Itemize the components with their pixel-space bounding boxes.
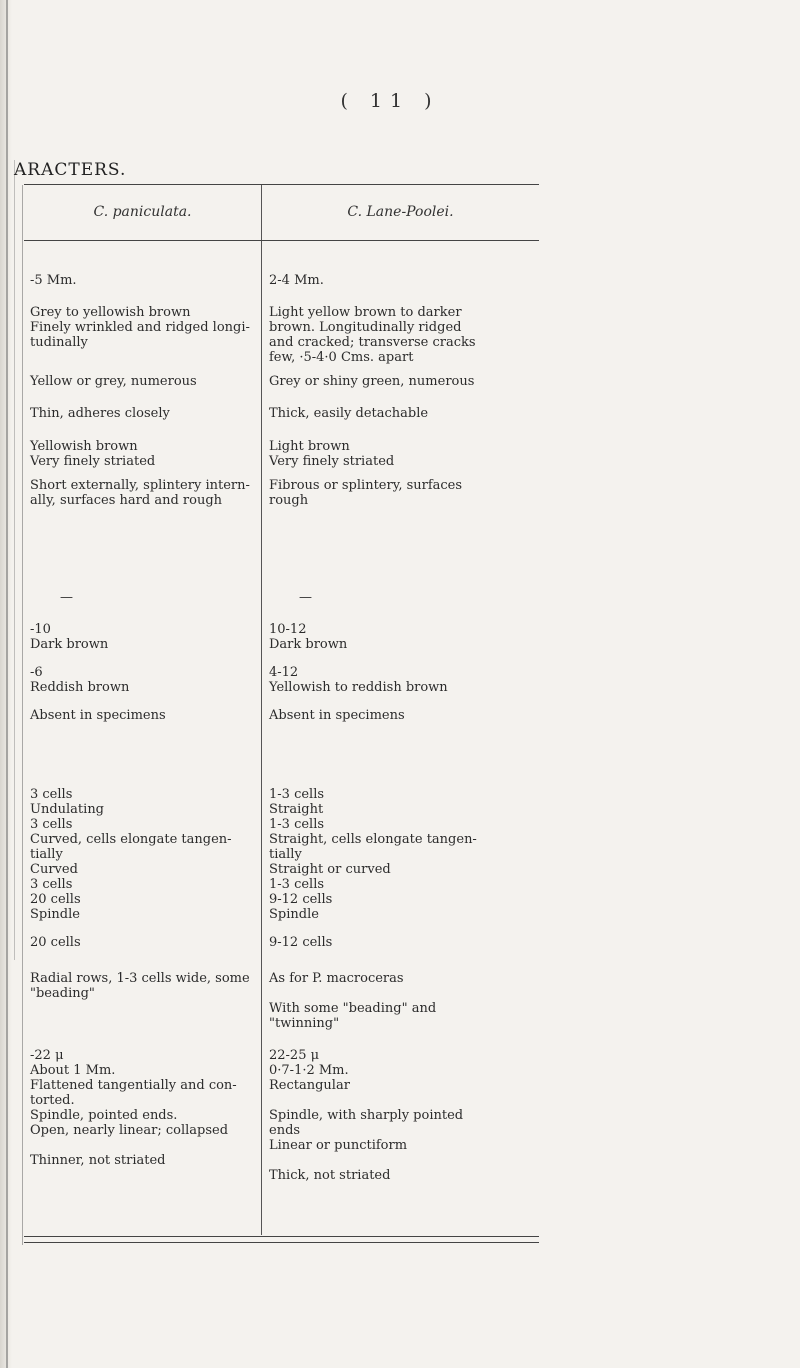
binding-line-inner (14, 160, 15, 960)
cell-left-radial-rows: Radial rows, 1-3 cells wide, some "beading" (30, 971, 250, 1001)
cell-right-fibres: 22-25 μ 0·7-1·2 Mm. Rectangular Spindle, with sharply pointed ends Linear or punctiform Thick, not striated (269, 1048, 464, 1183)
cell-left-size: -5 Mm. (30, 273, 77, 288)
table-bottom-rule-double (24, 1242, 539, 1243)
cell-left-fracture: Short externally, splintery intern- ally, surfaces hard and rough (30, 478, 250, 508)
page-heading: ARACTERS. (14, 160, 127, 180)
cell-left-ray-height: 20 cells (30, 935, 81, 950)
cell-left-cork-layers: -10 Dark brown (30, 622, 109, 652)
cell-right-fracture: Fibrous or splintery, surfaces rough (269, 478, 463, 508)
cell-right-cork: Thick, easily detachable (269, 406, 429, 421)
cell-right-phelloderm: 4-12 Yellowish to reddish brown (269, 665, 448, 695)
table-left-edge (22, 185, 23, 1245)
cell-left-fibres: -22 μ About 1 Mm. Flattened tangentially and con- torted. Spindle, pointed ends. Open, nearly linear; collapsed Thinner, not striated (30, 1048, 237, 1168)
cell-right-rays: 1-3 cells Straight 1-3 cells Straight, cells elongate tangen- tially Straight or curved 1-3 cells 9-12 cells Spindle (269, 787, 477, 922)
cell-left-surface: Grey to yellowish brown Finely wrinkled and ridged longi- tudinally (30, 305, 250, 350)
cell-left-lenticels: Yellow or grey, numerous (30, 374, 197, 389)
cell-left-absent: Absent in specimens (30, 708, 166, 723)
cell-right-cork-layers: 10-12 Dark brown (269, 622, 348, 652)
table-top-rule (24, 184, 539, 185)
binding-line (6, 0, 8, 1368)
cell-right-surface: Light yellow brown to darker brown. Longitudinally ridged and cracked; transverse cracks few, ·5-4·0 Cms. apart (269, 305, 476, 365)
column-header-paniculata: C. paniculata. (93, 204, 192, 220)
cell-right-absent: Absent in specimens (269, 708, 405, 723)
table-bottom-rule (24, 1236, 539, 1237)
cell-left-inner-surface: Yellowish brown Very finely striated (30, 439, 156, 469)
page-number: ( 11 ) (340, 90, 440, 112)
cell-right-inner-surface: Light brown Very finely striated (269, 439, 395, 469)
cell-right-dash: — (299, 590, 312, 605)
cell-left-cork: Thin, adheres closely (30, 406, 170, 421)
cell-right-radial-rows: As for P. macroceras With some "beading" and "twinning" (269, 971, 437, 1031)
cell-left-rays: 3 cells Undulating 3 cells Curved, cells elongate tangen- tially Curved 3 cells 20 cells Spindle (30, 787, 232, 922)
column-header-lane-poolei: C. Lane-Poolei. (347, 204, 454, 220)
header-bottom-rule (24, 240, 539, 241)
cell-right-ray-height: 9-12 cells (269, 935, 333, 950)
column-divider (261, 185, 262, 1235)
cell-left-dash: — (60, 590, 73, 605)
cell-right-lenticels: Grey or shiny green, numerous (269, 374, 475, 389)
cell-left-phelloderm: -6 Reddish brown (30, 665, 130, 695)
cell-right-size: 2-4 Mm. (269, 273, 324, 288)
